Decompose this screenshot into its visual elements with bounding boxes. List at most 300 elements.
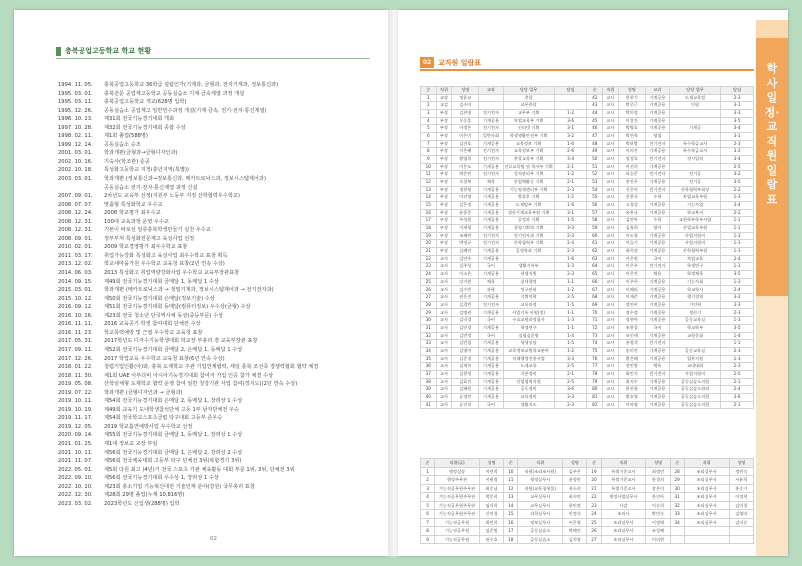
- table-row: [421, 194, 754, 202]
- table-cell: 신은비: [618, 186, 645, 194]
- table-cell: 부장: [436, 232, 452, 240]
- timeline-row: [58, 431, 380, 440]
- table-cell: 3-5: [721, 324, 754, 332]
- table-cell: 이재준: [618, 294, 645, 302]
- table-cell: 김영미: [729, 510, 753, 519]
- chapter-side-tab: [756, 20, 788, 556]
- table-cell: 공동실습소지원: [669, 401, 720, 409]
- table-cell: 교사: [436, 370, 452, 378]
- table-cell: 공정학과 기획: [503, 248, 554, 256]
- table-cell: 20: [587, 476, 601, 485]
- table-cell: 기능직공무원: [435, 535, 480, 544]
- table-cell: 실험실운영: [503, 332, 554, 340]
- table-cell: [503, 255, 554, 263]
- table-cell: 1-1: [554, 278, 587, 286]
- timeline-event: 제5회 다원 최고 (4년)기 전국 스포츠 기관 체육활동 대회 부문 1위, 3위, 단체전 3위: [104, 466, 295, 473]
- table-cell: 김찬영: [452, 110, 479, 118]
- table-row: [421, 248, 754, 256]
- table-cell: 28: [421, 301, 437, 309]
- table-cell: 과학실무사: [518, 510, 563, 519]
- table-cell: 26: [587, 527, 601, 536]
- table-row: [421, 393, 754, 401]
- timeline-row: [58, 149, 380, 158]
- timeline-event: 2017학년도 디자수기능학생대회 학교장 부총리 겸 교육부장관 표창: [104, 338, 258, 345]
- table-cell: 23: [421, 263, 437, 271]
- table-cell: 3-1: [721, 102, 754, 110]
- table-cell: 60: [587, 232, 603, 240]
- table-cell: 3-4: [721, 125, 754, 133]
- table-cell: 기계공용: [645, 347, 669, 355]
- table-cell: [669, 340, 720, 348]
- timeline-event: 제54회 전국기능경기대회 은메달 2, 동메달 1, 장려상 1 수상: [104, 398, 243, 405]
- table-cell: 기계공용: [479, 117, 503, 125]
- table-cell: 행정실무사: [518, 476, 563, 485]
- table-cell: 2: [421, 476, 435, 485]
- table-row: [421, 140, 754, 148]
- table-cell: 기계공용: [645, 317, 669, 325]
- table-cell: 기능직공무원: [435, 518, 480, 527]
- table-cell: 교사: [603, 363, 619, 371]
- table-cell: 기계공용: [645, 179, 669, 187]
- table-cell: 기계공용: [479, 140, 503, 148]
- table-cell: 기계공용: [645, 309, 669, 317]
- table-cell: 영업: [645, 133, 669, 141]
- table-cell: 1-4: [721, 332, 754, 340]
- table-row: [421, 493, 754, 502]
- table-cell: 13: [504, 493, 518, 502]
- table-cell: 75: [587, 347, 603, 355]
- timeline-date: 2017. 05. 31.: [58, 338, 93, 345]
- table-cell: 1-5: [554, 217, 587, 225]
- table-cell: 도제교육팀: [669, 94, 720, 102]
- support-staff-table: [420, 458, 754, 544]
- table-header-cell: 성명: [729, 459, 753, 468]
- table-cell: 이슬기: [618, 240, 645, 248]
- timeline-date: 2016. 11. 23.: [58, 329, 93, 336]
- table-cell: 3-2: [721, 171, 754, 179]
- table-header-cell: 담임: [721, 87, 754, 95]
- table-cell: 이은미: [452, 133, 479, 141]
- table-cell: 김경빈: [452, 301, 479, 309]
- table-header-cell: 담당 업무: [669, 87, 720, 95]
- table-cell: 전기전자: [479, 110, 503, 118]
- table-cell: 오동훈: [452, 117, 479, 125]
- table-cell: 1-3: [554, 263, 587, 271]
- table-cell: 학생연구: [503, 324, 554, 332]
- table-cell: 조혜빈: [452, 232, 479, 240]
- table-cell: 교사: [603, 271, 619, 279]
- table-cell: 박중근: [618, 102, 645, 110]
- timeline-date: 1995. 12. 26.: [58, 107, 93, 114]
- table-cell: 65: [587, 271, 603, 279]
- table-cell: 국어: [479, 401, 503, 409]
- tab-bottom-block: [756, 296, 788, 556]
- table-cell: 이의진: [618, 148, 645, 156]
- table-cell: 특별기준교사: [601, 476, 646, 485]
- table-cell: 기계공용: [479, 271, 503, 279]
- table-cell: 2-3: [721, 94, 754, 102]
- side-tab-label: 학사일정·교직원일람표: [764, 62, 780, 206]
- table-cell: [669, 110, 720, 118]
- table-cell: 12: [504, 484, 518, 493]
- table-cell: 2-5: [554, 363, 587, 371]
- table-cell: 국어: [645, 255, 669, 263]
- timeline-event: 2차년도 교육부 선정(지원부 노동부 지정 산학협력우수학교): [104, 193, 240, 200]
- table-cell: 특수학급교사: [669, 140, 720, 148]
- timeline-row: [58, 312, 380, 321]
- timeline-row: [58, 98, 380, 107]
- timeline-date: 1997. 10. 28.: [58, 124, 93, 131]
- table-cell: 교사: [603, 401, 619, 409]
- table-cell: 28: [670, 467, 684, 476]
- table-header-cell: 교과: [645, 87, 669, 95]
- table-cell: 차업교육부원: [669, 194, 720, 202]
- table-cell: 김효진: [452, 378, 479, 386]
- table-header-cell: 순: [670, 459, 684, 468]
- table-cell: 전기전자: [479, 301, 503, 309]
- table-cell: 9: [421, 156, 437, 164]
- table-cell: [669, 133, 720, 141]
- table-cell: 공동교육실: [669, 317, 720, 325]
- table-cell: 교사: [603, 232, 619, 240]
- table-cell: 전기전자: [645, 340, 669, 348]
- table-cell: 67: [587, 286, 603, 294]
- table-row: [421, 240, 754, 248]
- table-cell: 38: [421, 378, 437, 386]
- table-cell: 학생연구: [669, 263, 720, 271]
- table-cell: 63: [587, 255, 603, 263]
- table-cell: 이주희: [618, 278, 645, 286]
- timeline-date: 2002. 10. 18.: [58, 167, 93, 174]
- table-cell: 17: [421, 217, 437, 225]
- right-page: [398, 10, 788, 556]
- table-header-cell: 담당 업무: [503, 87, 554, 95]
- table-header-cell: 순: [421, 459, 435, 468]
- table-cell: 46: [587, 125, 603, 133]
- table-cell: 1-1: [721, 340, 754, 348]
- table-cell: [670, 527, 684, 536]
- table-cell: [684, 535, 729, 544]
- table-row: [421, 163, 754, 171]
- table-cell: 교무총괄: [503, 102, 554, 110]
- table-cell: 전기전자: [645, 186, 669, 194]
- table-cell: 2-4: [554, 240, 587, 248]
- timeline-row: [58, 380, 380, 389]
- table-cell: 김민정: [452, 332, 479, 340]
- table-cell: 체육: [479, 179, 503, 187]
- table-cell: 14: [504, 501, 518, 510]
- table-cell: 박진혁: [618, 133, 645, 141]
- table-cell: 교사: [603, 386, 619, 394]
- table-cell: 교사: [603, 378, 619, 386]
- table-cell: 전기전자: [645, 263, 669, 271]
- timeline-date: 2016. 10. 16.: [58, 312, 93, 319]
- table-cell: 1-2: [554, 194, 587, 202]
- table-cell: 조리실무사: [684, 484, 729, 493]
- timeline-date: 2022. 12. 30.: [58, 492, 93, 499]
- timeline-date: 2014. 09. 15.: [58, 278, 93, 285]
- table-cell: 56: [587, 202, 603, 210]
- table-cell: 70: [587, 309, 603, 317]
- table-cell: 부장: [436, 171, 452, 179]
- table-cell: 기능사회: [669, 278, 720, 286]
- table-cell: 62: [587, 248, 603, 256]
- table-cell: 주성원: [452, 217, 479, 225]
- table-cell: 류정빈: [452, 393, 479, 401]
- timeline-event: 기본이 바로선 일류충북학생만들기 실천 우수교: [104, 227, 211, 234]
- table-row: [421, 301, 754, 309]
- table-cell: 11: [421, 171, 437, 179]
- tab-top-block: [756, 20, 788, 38]
- table-cell: 30: [670, 484, 684, 493]
- table-cell: 1-2: [554, 347, 587, 355]
- table-cell: 기능직공무원주무관: [435, 510, 480, 519]
- table-cell: 48: [587, 140, 603, 148]
- table-cell: 기계공용: [479, 163, 503, 171]
- table-cell: 총괄: [503, 94, 554, 102]
- table-cell: 교원학부학부사업: [669, 217, 720, 225]
- timeline-date: 2014. 06. 03.: [58, 270, 93, 277]
- timeline-date: 2019. 11. 17.: [58, 415, 93, 422]
- table-cell: 교사: [603, 179, 619, 187]
- table-cell: 55: [587, 194, 603, 202]
- table-row: [421, 102, 754, 110]
- timeline-event: 학과개편(금형과→금형디자인과): [104, 150, 178, 157]
- table-cell: 24: [421, 271, 437, 279]
- table-cell: 1: [421, 467, 435, 476]
- table-cell: 64: [587, 263, 603, 271]
- timeline-event: 100대 교육과정 운영 우수교: [104, 218, 169, 225]
- table-cell: 기획연락: [503, 294, 554, 302]
- table-row: [421, 340, 754, 348]
- table-cell: 기능직공무원주무관: [435, 484, 480, 493]
- timeline-event: 2017 학업교육 우수학교 교육청 표창(6년 연속 수상): [104, 355, 225, 362]
- timeline-row: [58, 406, 380, 415]
- table-cell: 기계공용: [645, 163, 669, 171]
- table-cell: 김혜연: [452, 248, 479, 256]
- table-cell: 학생체육: [669, 271, 720, 279]
- table-row: [421, 255, 754, 263]
- timeline-event: 충북전문 공업계고등학교 공동실습소 기계·금속계열 과정 개설: [104, 90, 245, 97]
- table-cell: 인터넷 기획: [503, 125, 554, 133]
- table-header-cell: 직위(급): [435, 459, 480, 468]
- table-cell: 1: [421, 94, 437, 102]
- table-cell: 류진희: [452, 401, 479, 409]
- history-timeline: [58, 81, 380, 508]
- table-cell: 교무실무사: [518, 493, 563, 502]
- timeline-event: 제50회 전국기능경기대회 은메달(정보기술) 수상: [104, 295, 215, 302]
- table-cell: 3-3: [554, 225, 587, 233]
- support-table-header: [421, 459, 754, 468]
- table-cell: 이정은: [452, 125, 479, 133]
- table-cell: 2-4: [721, 386, 754, 394]
- table-cell: 교사: [436, 263, 452, 271]
- table-cell: 기계공용: [479, 370, 503, 378]
- timeline-event: 제56회 전국기능경기대회 금메달 1, 은메달 2, 장려상 2 수상: [104, 449, 243, 456]
- table-cell: 공동실습소: [518, 527, 563, 536]
- table-cell: [729, 535, 753, 544]
- table-cell: 교사: [603, 263, 619, 271]
- table-cell: 1-3: [721, 317, 754, 325]
- table-cell: 3-3: [554, 355, 587, 363]
- timeline-date: 1998. 02. 11.: [58, 133, 93, 140]
- table-cell: 기능직공무원주무관: [435, 493, 480, 502]
- table-cell: 전민영: [618, 363, 645, 371]
- table-cell: 최정민: [646, 467, 670, 476]
- table-cell: 기계공용: [479, 202, 503, 210]
- table-cell: 10: [421, 163, 437, 171]
- table-row: [421, 370, 754, 378]
- timeline-date: 2020. 09. 14.: [58, 432, 93, 439]
- table-cell: 최순남: [479, 484, 503, 493]
- table-cell: 1-2: [554, 110, 587, 118]
- table-cell: 교사: [436, 332, 452, 340]
- table-cell: 교육정보교원학교분야: [503, 347, 554, 355]
- table-cell: 2-3: [554, 401, 587, 409]
- timeline-row: [58, 269, 380, 278]
- table-cell: 김주성: [452, 263, 479, 271]
- timeline-date: 2018. 01. 22.: [58, 364, 93, 371]
- table-cell: 수학: [645, 217, 669, 225]
- table-cell: 사업지원비: [669, 240, 720, 248]
- table-cell: 부장: [436, 194, 452, 202]
- table-cell: 29: [670, 476, 684, 485]
- table-cell: 김미경: [729, 501, 753, 510]
- table-cell: [554, 102, 587, 110]
- table-cell: 5: [421, 125, 437, 133]
- table-cell: 전기공: [669, 179, 720, 187]
- table-cell: 59: [587, 225, 603, 233]
- table-cell: 산학협력부원: [669, 248, 720, 256]
- table-cell: 82: [587, 401, 603, 409]
- table-cell: 25: [587, 518, 601, 527]
- timeline-event: 2008 학교평가 최우수교: [104, 210, 161, 217]
- table-cell: 4: [421, 493, 435, 502]
- table-cell: 기계공용: [479, 248, 503, 256]
- table-header-cell: 순: [504, 459, 518, 468]
- table-cell: 3-1: [554, 209, 587, 217]
- table-cell: 45: [587, 117, 603, 125]
- table-cell: 교사: [603, 148, 619, 156]
- table-cell: 수요교원과정참사: [503, 317, 554, 325]
- timeline-event: 2009 학교경영평가 최우수학교 표창: [104, 244, 188, 251]
- table-cell: [684, 527, 729, 536]
- table-cell: 기계공용: [645, 240, 669, 248]
- table-cell: 7: [421, 518, 435, 527]
- table-row: [421, 202, 754, 210]
- table-cell: 1-1: [721, 263, 754, 271]
- table-cell: 교사: [603, 340, 619, 348]
- timeline-row: [58, 329, 380, 338]
- table-cell: 77: [587, 363, 603, 371]
- table-cell: 김수미: [452, 102, 479, 110]
- table-cell: 교사: [603, 217, 619, 225]
- table-cell: 기계공용: [645, 378, 669, 386]
- table-cell: 부장: [436, 125, 452, 133]
- table-cell: 유홍규: [618, 209, 645, 217]
- timeline-event: 청렴기업인활(아)와, 충북 도제학교 주관 기업연계협력, 세일 충북 조선족 경쟁력협회 협약 체결: [104, 364, 319, 371]
- table-cell: 홍영석: [618, 340, 645, 348]
- table-cell: [669, 163, 720, 171]
- table-cell: 2-3: [554, 232, 587, 240]
- table-cell: 박미정: [618, 110, 645, 118]
- table-cell: 23: [587, 501, 601, 510]
- table-cell: 업무지원: [669, 355, 720, 363]
- table-cell: 2-5: [554, 378, 587, 386]
- table-cell: 3-5: [721, 179, 754, 187]
- table-cell: 특별기준교사: [601, 484, 646, 493]
- table-cell: 교육정보 기획: [503, 140, 554, 148]
- timeline-row: [58, 286, 380, 295]
- table-cell: 47: [587, 133, 603, 141]
- table-cell: 전기전자: [479, 171, 503, 179]
- table-cell: 부장: [436, 133, 452, 141]
- table-cell: 이은원: [618, 255, 645, 263]
- table-cell: 조리실무사: [601, 527, 646, 536]
- table-cell: 부장: [436, 163, 452, 171]
- table-cell: 27: [421, 294, 437, 302]
- timeline-date: 2008. 12. 24.: [58, 210, 93, 217]
- table-cell: 고경성: [618, 202, 645, 210]
- table-cell: 32: [421, 332, 437, 340]
- table-cell: 교사: [603, 255, 619, 263]
- table-cell: [729, 527, 753, 536]
- timeline-date: 2019. 12. 05.: [58, 423, 93, 430]
- table-cell: 교사: [436, 355, 452, 363]
- staff-table-header: [421, 87, 754, 95]
- table-cell: 1-5: [554, 340, 587, 348]
- table-cell: 교사: [436, 324, 452, 332]
- table-cell: 1-6: [554, 140, 587, 148]
- table-cell: 3-5: [721, 271, 754, 279]
- timeline-event: 2023학년도 신입생(288명) 입학: [104, 500, 180, 507]
- table-cell: 사업지원비: [669, 370, 720, 378]
- timeline-row: [58, 115, 380, 124]
- table-cell: 52: [587, 171, 603, 179]
- table-cell: 김영아: [452, 347, 479, 355]
- timeline-date: 1994. 11. 05.: [58, 82, 93, 88]
- table-row: [421, 363, 754, 371]
- table-cell: 2-6: [554, 148, 587, 156]
- table-cell: 66: [587, 278, 603, 286]
- table-cell: 직원(조리조사원): [518, 467, 563, 476]
- table-cell: 이정애: [646, 518, 670, 527]
- table-cell: 기계공용: [479, 378, 503, 386]
- table-cell: 부장: [436, 117, 452, 125]
- table-cell: 기계공: [669, 125, 720, 133]
- table-cell: 서윤희: [729, 476, 753, 485]
- table-cell: 교사: [603, 156, 619, 164]
- table-cell: 1-3: [721, 278, 754, 286]
- table-cell: 4: [421, 117, 437, 125]
- table-cell: 조리실무사: [684, 501, 729, 510]
- timeline-row: [58, 389, 380, 398]
- timeline-event: 제31회 전국기능경기대회 개최: [104, 116, 175, 123]
- timeline-row: [58, 218, 380, 227]
- table-cell: 조인애: [618, 332, 645, 340]
- table-cell: 공정과 기획: [503, 217, 554, 225]
- table-cell: 정현아: [618, 317, 645, 325]
- timeline-date: 2017. 09. 11.: [58, 346, 93, 353]
- table-cell: 교육정비: [503, 393, 554, 401]
- table-cell: 최지수: [618, 378, 645, 386]
- table-cell: 2-3: [554, 248, 587, 256]
- table-cell: 권수호: [479, 535, 503, 544]
- table-cell: 25: [421, 278, 437, 286]
- table-cell: 산업협력지원: [503, 378, 554, 386]
- table-cell: 기계공용: [645, 209, 669, 217]
- table-cell: 산업체활동 기획: [503, 179, 554, 187]
